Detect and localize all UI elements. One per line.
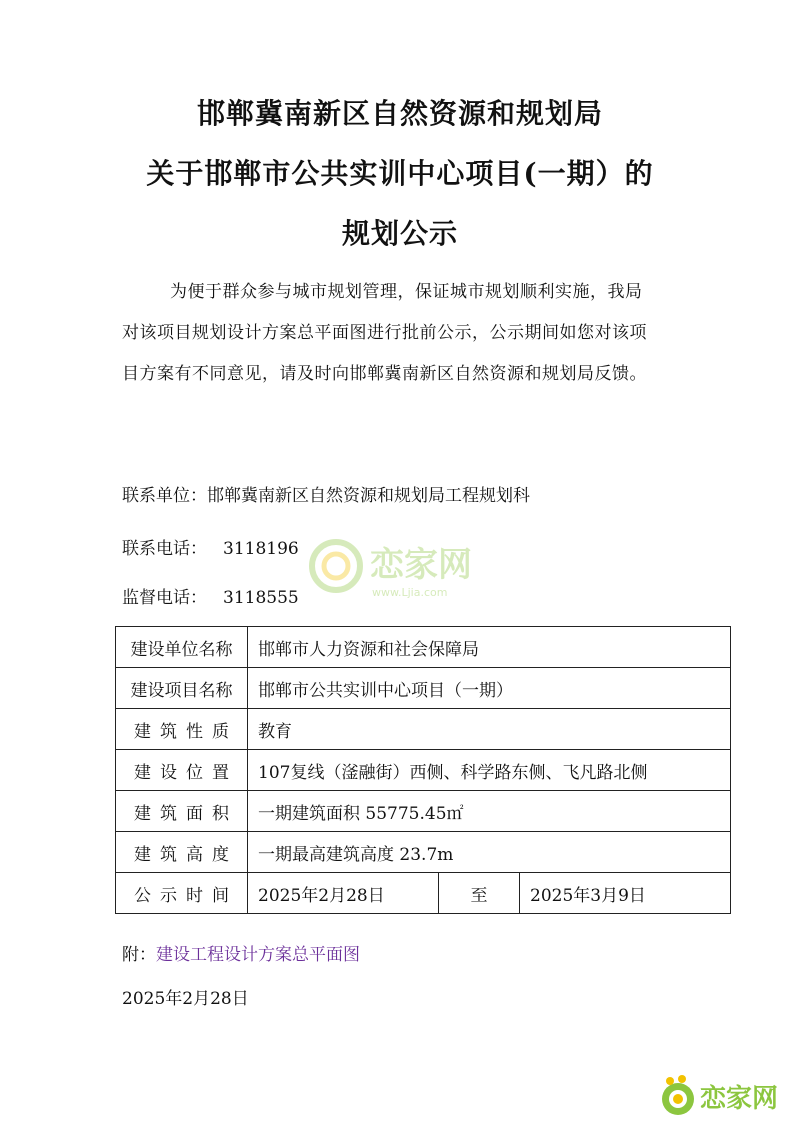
body-text-line-2: 对该项目规划设计方案总平面图进行批前公示，公示期间如您对该项 — [122, 323, 647, 343]
table-label: 建筑性质 — [116, 709, 248, 750]
supervise-phone-value: 3118555 — [223, 588, 299, 608]
table-row — [116, 709, 731, 750]
contact-unit-label: 联系单位： — [122, 486, 207, 506]
table-value: 一期最高建筑高度 23.7m — [248, 832, 731, 873]
body-text-line-1: 为便于群众参与城市规划管理，保证城市规划顺利实施，我局 — [170, 282, 643, 302]
table-value: 邯郸市人力资源和社会保障局 — [248, 627, 731, 668]
supervise-phone — [122, 583, 299, 608]
table-label: 建筑面积 — [116, 791, 248, 832]
attachment-link[interactable]: 建设工程设计方案总平面图 — [156, 945, 360, 965]
time-start: 2025年2月28日 — [248, 873, 439, 914]
watermark-brand: 恋家网 — [370, 545, 472, 585]
document-date: 2025年2月28日 — [122, 989, 249, 1009]
time-to: 至 — [439, 873, 520, 914]
title-line-1: 邯郸冀南新区自然资源和规划局 — [196, 97, 603, 130]
table-label: 建设项目名称 — [116, 668, 248, 709]
table-value: 107复线（滏融街）西侧、科学路东侧、飞凡路北侧 — [248, 750, 731, 791]
contact-phone-label: 联系电话： — [122, 539, 207, 559]
corner-logo — [656, 1073, 786, 1123]
table-row — [116, 873, 731, 914]
watermark-logo — [300, 528, 510, 612]
table-value: 邯郸市公共实训中心项目（一期） — [248, 668, 731, 709]
table-row — [116, 627, 731, 668]
attachment — [122, 940, 360, 965]
table-value: 一期建筑面积 55775.45㎡ — [248, 791, 731, 832]
table-label: 建筑高度 — [116, 832, 248, 873]
contact-unit — [122, 481, 530, 506]
table-label: 建设位置 — [116, 750, 248, 791]
contact-unit-value: 邯郸冀南新区自然资源和规划局工程规划科 — [207, 486, 530, 506]
attachment-label: 附： — [122, 945, 156, 965]
watermark-url: www.Ljia.com — [372, 586, 448, 599]
title-line-2: 关于邯郸市公共实训中心项目(一期）的 — [146, 157, 654, 190]
table-row — [116, 791, 731, 832]
table-row — [116, 832, 731, 873]
contact-phone — [122, 534, 299, 559]
project-info-table — [115, 626, 731, 914]
corner-logo-brand: 恋家网 — [700, 1084, 779, 1114]
contact-phone-value: 3118196 — [223, 539, 299, 559]
table-row — [116, 668, 731, 709]
table-row — [116, 750, 731, 791]
table-value: 教育 — [248, 709, 731, 750]
table-label: 公示时间 — [116, 873, 248, 914]
supervise-phone-label: 监督电话： — [122, 588, 207, 608]
time-end: 2025年3月9日 — [520, 873, 731, 914]
title-line-3: 规划公示 — [341, 217, 458, 250]
table-label: 建设单位名称 — [116, 627, 248, 668]
body-text-line-3: 目方案有不同意见，请及时向邯郸冀南新区自然资源和规划局反馈。 — [122, 364, 647, 384]
